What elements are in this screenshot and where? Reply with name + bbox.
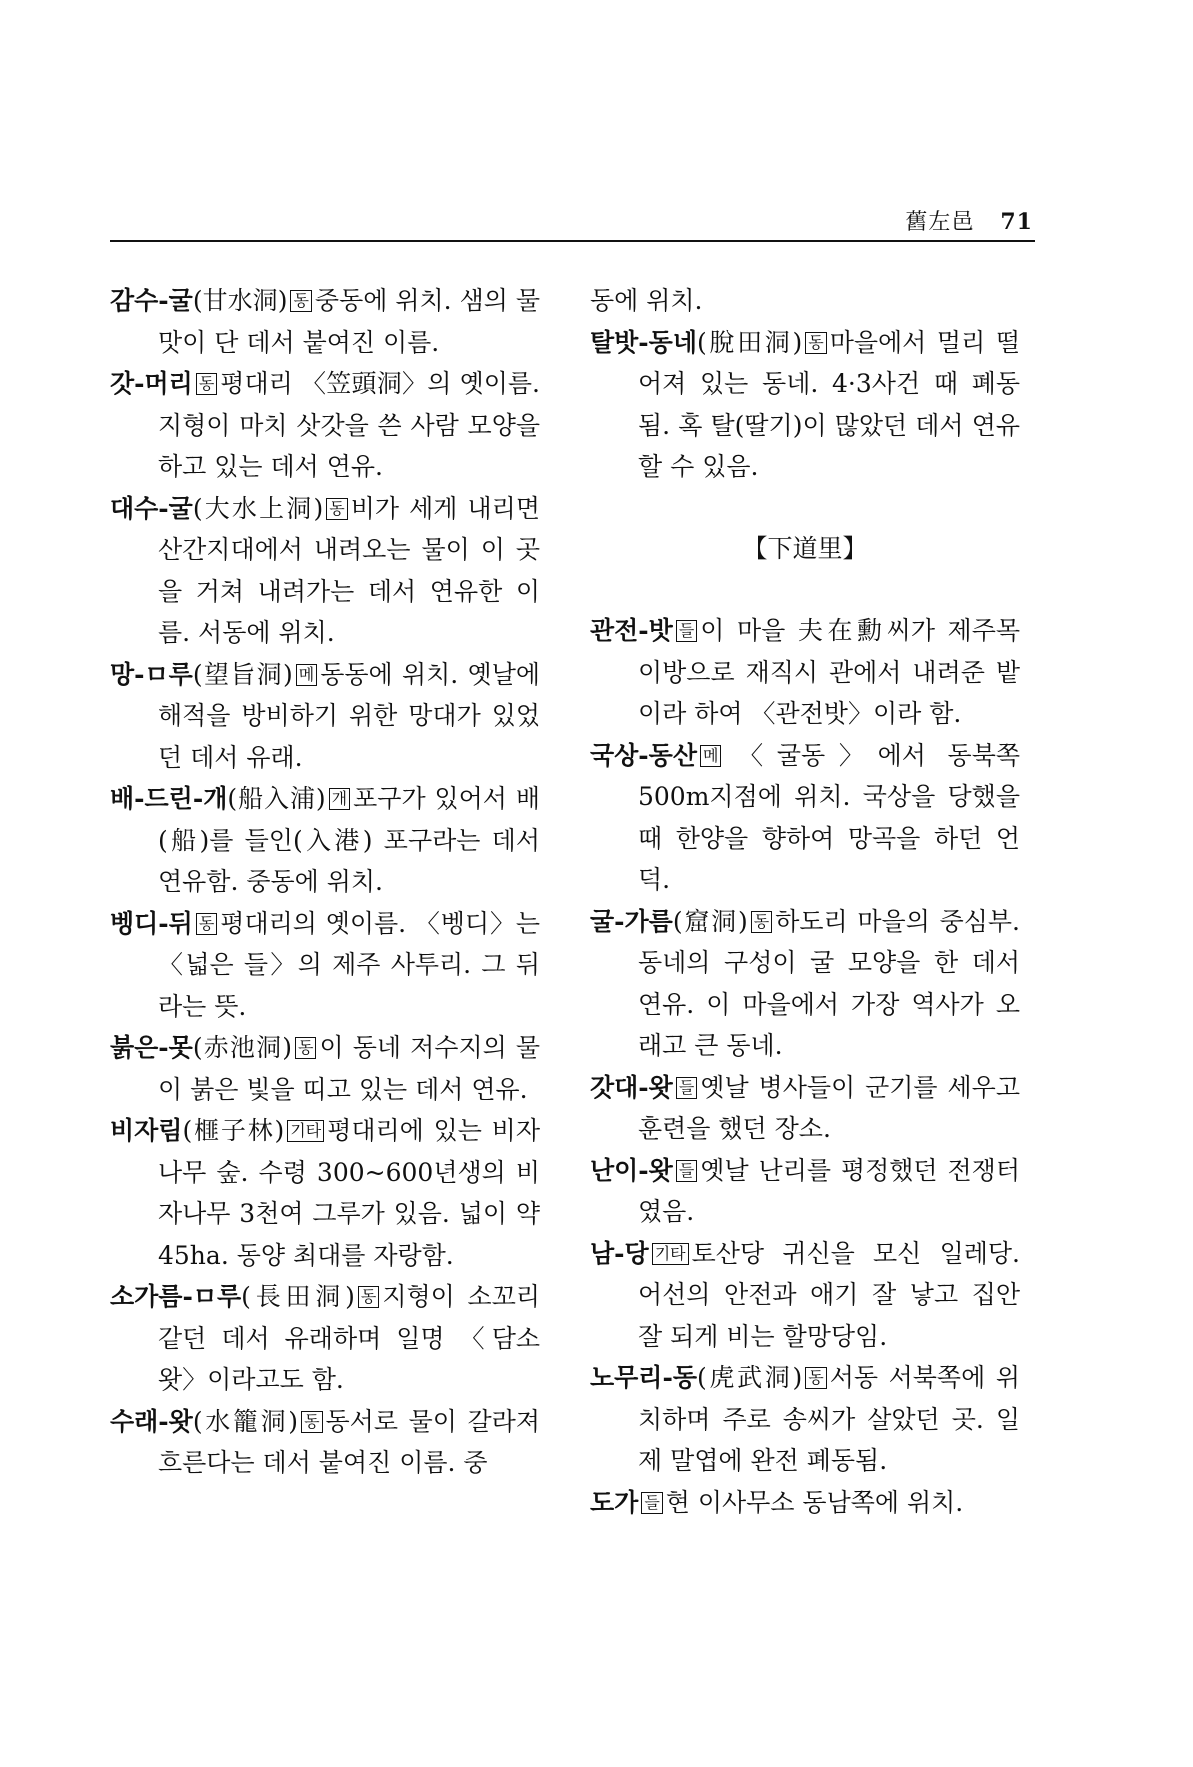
dictionary-entry (590, 280, 1020, 322)
entry-headword: 소가름-ㅁ루 (110, 1282, 242, 1311)
dictionary-entry (110, 1110, 540, 1276)
left-column (110, 280, 540, 1484)
entry-description: 토산당 귀신을 모신 일레당. 어선의 안전과 애기 잘 낳고 집안 잘 되게 비는 할망당임. (638, 1238, 1020, 1351)
entry-headword: 노무리-동 (590, 1363, 697, 1392)
page-number: 71 (1000, 209, 1033, 235)
entry-category-tag: 동 (358, 1286, 379, 1308)
entry-description: 중동에 위치. 샘의 물맛이 단 데서 붙여진 이름. (158, 286, 540, 357)
entry-headword: 대수-굴 (110, 493, 193, 523)
entry-category-tag: 들 (676, 1077, 697, 1099)
entry-category-tag: 메 (296, 664, 317, 686)
entry-headword: 도가 (590, 1487, 639, 1517)
dictionary-entry (590, 322, 1020, 488)
entry-description: 옛날 난리를 평정했던 전쟁터였음. (638, 1155, 1020, 1226)
dictionary-entry (110, 1276, 540, 1401)
entry-hanja: (窟洞) (672, 906, 748, 936)
entry-headword: 난이-왓 (590, 1155, 673, 1185)
entry-description: 마을에서 멀리 떨어져 있는 동네. 4·3사건 때 폐동됨. 혹 탈(딸기)이 많았던 데서 연유할 수 있음. (638, 327, 1020, 481)
entry-headword: 굴-가름 (590, 906, 673, 936)
entry-headword: 남-당 (590, 1238, 649, 1268)
entry-hanja: (赤池洞) (192, 1033, 292, 1062)
entry-hanja: (榧子林) (182, 1116, 285, 1145)
dictionary-entry (590, 735, 1020, 901)
entry-category-tag: 동 (751, 911, 772, 933)
entry-headword: 벵디-뒤 (110, 908, 193, 938)
dictionary-entry (590, 1150, 1020, 1233)
entry-category-tag: 동 (301, 1411, 322, 1433)
running-header (905, 205, 1033, 236)
dictionary-entry (590, 1233, 1020, 1358)
dictionary-entry (110, 654, 540, 779)
entry-hanja: (甘水洞) (192, 286, 288, 315)
right-column-bottom-entries (590, 610, 1020, 1523)
entry-category-tag: 동 (805, 1367, 826, 1389)
entry-headword: 갓대-왓 (590, 1072, 673, 1102)
entry-description: 평대리의 옛이름. 〈벵디〉는 〈넓은 들〉의 제주 사투리. 그 뒤라는 뜻. (158, 908, 540, 1021)
entry-description: 포구가 있어서 배(船)를 들인(入港) 포구라는 데서 연유함. 중동에 위치. (158, 784, 540, 896)
entry-description: 평대리 〈笠頭洞〉의 옛이름. 지형이 마치 삿갓을 쓴 사람 모양을 하고 있는 데서 연유. (158, 369, 540, 481)
dictionary-entry (110, 363, 540, 488)
entry-category-tag: 동 (805, 332, 826, 354)
section-title: 【下道里】 (742, 533, 868, 563)
entry-category-tag: 동 (290, 290, 311, 312)
entry-description: 동동에 위치. 옛날에 해적을 방비하기 위한 망대가 있었던 데서 유래. (158, 659, 540, 772)
entry-hanja: (長田洞) (241, 1282, 355, 1311)
entry-description: 평대리에 있는 비자나무 숲. 수령 300~600년생의 비자나무 3천여 그루가 있음. 넓이 약 45ha. 동양 최대를 자랑함. (158, 1116, 540, 1270)
dictionary-entry (110, 280, 540, 363)
entry-category-tag: 들 (676, 620, 697, 642)
entry-hanja: (水籠洞) (192, 1406, 299, 1436)
dictionary-entry (590, 1357, 1020, 1482)
entry-description: 동에 위치. (590, 286, 703, 315)
dictionary-entry (110, 778, 540, 903)
dictionary-entry (590, 901, 1020, 1067)
entry-headword: 관전-밧 (590, 616, 673, 645)
entry-description: 지형이 소꼬리 같던 데서 유래하며 일명 〈담소왓〉이라고도 함. (158, 1282, 540, 1394)
entry-description: 현 이사무소 동남쪽에 위치. (665, 1487, 964, 1517)
entry-category-tag: 개 (329, 788, 350, 810)
entry-category-tag: 들 (676, 1160, 697, 1182)
right-column (590, 280, 1020, 1523)
entry-headword: 국상-동산 (590, 740, 697, 770)
dictionary-entry (110, 488, 540, 654)
header-title: 舊左邑 (905, 210, 975, 235)
entry-headword: 수래-왓 (110, 1406, 193, 1436)
dictionary-entry (590, 610, 1020, 735)
entry-description: 〈굴동〉에서 동북쪽 500m지점에 위치. 국상을 당했을 때 한양을 향하여 망곡을 하던 언덕. (638, 740, 1020, 894)
entry-hanja: (脫田洞) (696, 327, 803, 357)
entry-description: 이 마을 夫在勳씨가 제주목 이방으로 재직시 관에서 내려준 밭이라 하여 〈관전밧〉이라 함. (638, 616, 1020, 728)
right-column-top-entries (590, 280, 1020, 488)
dictionary-entry (110, 1027, 540, 1110)
entry-description: 비가 세게 내리면 산간지대에서 내려오는 물이 이 곳을 거쳐 내려가는 데서 연유한 이름. 서동에 위치. (158, 493, 540, 647)
entry-hanja: (望旨洞) (192, 659, 293, 689)
entry-category-tag: 동 (196, 913, 217, 935)
dictionary-entry (110, 903, 540, 1028)
header-rule (110, 240, 1035, 242)
entry-category-tag: 기타 (652, 1243, 689, 1265)
entry-description: 서동 서북쪽에 위치하며 주로 송씨가 살았던 곳. 일제 말엽에 완전 폐동됨. (638, 1363, 1020, 1475)
entry-description: 옛날 병사들이 군기를 세우고 훈련을 했던 장소. (638, 1072, 1020, 1143)
entry-category-tag: 동 (196, 373, 217, 395)
dictionary-entry (110, 1401, 540, 1484)
entry-headword: 감수-굴 (110, 286, 193, 315)
entry-category-tag: 동 (295, 1037, 316, 1059)
entry-category-tag: 동 (326, 498, 347, 520)
entry-headword: 비자림 (110, 1116, 183, 1145)
entry-description: 이 동네 저수지의 물이 붉은 빛을 띠고 있는 데서 연유. (158, 1033, 540, 1104)
entry-category-tag: 들 (641, 1492, 662, 1514)
entry-description: 동서로 물이 갈라져 흐른다는 데서 붙여진 이름. 중 (158, 1406, 540, 1477)
entry-headword: 망-ㅁ루 (110, 659, 193, 689)
entry-category-tag: 메 (700, 745, 721, 767)
entry-headword: 탈밧-동네 (590, 327, 697, 357)
entry-headword: 붉은-못 (110, 1033, 193, 1062)
entry-headword: 갓-머리 (110, 369, 193, 398)
dictionary-entry (590, 1482, 1020, 1524)
entry-hanja: (虎武洞) (696, 1363, 803, 1392)
entry-headword: 배-드린-개 (110, 784, 228, 813)
entry-category-tag: 기타 (287, 1120, 324, 1142)
entry-hanja: (船入浦) (227, 784, 326, 813)
entry-description: 하도리 마을의 중심부. 동네의 구성이 굴 모양을 한 데서 연유. 이 마을에서 가장 역사가 오래고 큰 동네. (638, 906, 1020, 1060)
dictionary-entry (590, 1067, 1020, 1150)
entry-hanja: (大水上洞) (192, 493, 324, 523)
